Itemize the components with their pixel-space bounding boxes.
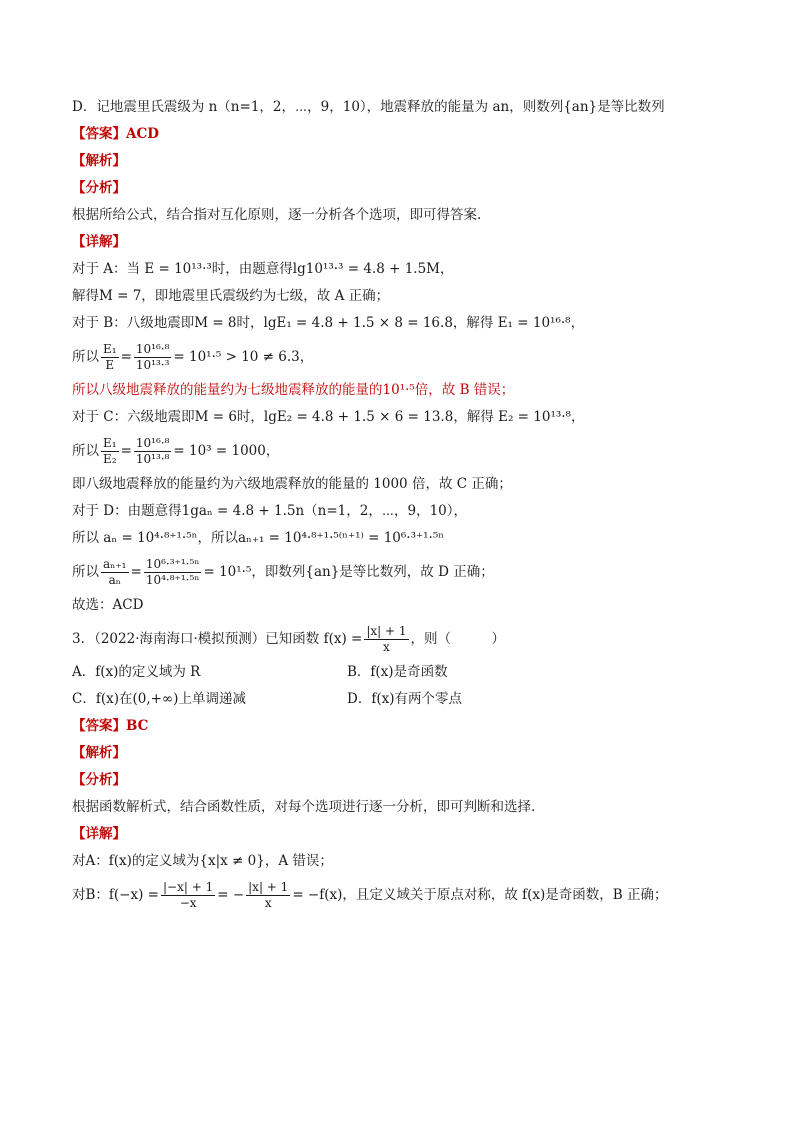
detail-b-3: 所以八级地震释放的能量约为七级地震释放的能量的10¹·⁵倍，故 B 错误； bbox=[72, 382, 515, 398]
question-3-stem: 3．（2022·海南海口·模拟预测）已知函数 f(x) = $\frac{|x| + 1}{x}$ ，则（ ） bbox=[72, 623, 505, 654]
answer-tag: 【答案】ACD bbox=[72, 126, 159, 142]
detail-b-1: 对于 B：八级地震即M = 8时，lgE₁ = 4.8 + 1.5 × 8 = 16.8，解得 E₁ = 10¹⁶·⁸， bbox=[72, 315, 585, 331]
option-a: A．f(x)的定义域为 R bbox=[72, 664, 201, 680]
analysis-tag-2: 【解析】 bbox=[72, 745, 126, 761]
fraction: $\frac{\text{E₁}}{E}$ bbox=[103, 341, 117, 372]
fraction: $\frac{\text{10¹⁶·⁸}}{\text{10¹³·⁸}}$ bbox=[135, 435, 170, 466]
fraction: $\frac{|-x| + 1}{-x}$ bbox=[162, 879, 214, 910]
detail-a-1: 对于 A：当 E = 10¹³·³时，由题意得lg10¹³·³ = 4.8 + 1.5M， bbox=[72, 261, 454, 277]
detail-e-2: 对B：f(−x) = $\frac{|-x| + 1}{-x}$ = − $\frac{|x| + 1}{x}$ = −f(x)，且定义域关于原点对称，故 f(x)是奇函数，B 正确； bbox=[72, 879, 668, 910]
detail-c-1: 对于 C：六级地震即M = 6时，lgE₂ = 4.8 + 1.5 × 6 = 13.8，解得 E₂ = 10¹³·⁸， bbox=[72, 409, 585, 425]
fraction: $\frac{|x| + 1}{x}$ bbox=[248, 879, 289, 910]
document-content bbox=[72, 94, 732, 915]
fenxi-text-2: 根据函数解析式，结合函数性质，对每个选项进行逐一分析，即可判断和选择. bbox=[72, 799, 536, 815]
detail-e-1: 对A：f(x)的定义域为{x|x ≠ 0}，A 错误； bbox=[72, 853, 333, 869]
detail-b-2: 所以 $\frac{\text{E₁}}{E}$ = $\frac{\text{10¹⁶·⁸}}{\text{10¹³·³}}$ = 10¹·⁵ > 10 ≠ 6.3， bbox=[72, 341, 314, 372]
option-d: D．f(x)有两个零点 bbox=[347, 691, 462, 707]
detail-a-2: 解得M = 7，即地震里氏震级约为七级，故 A 正确； bbox=[72, 288, 390, 304]
answer-tag-2: 【答案】BC bbox=[72, 718, 149, 734]
detail-tag: 【详解】 bbox=[72, 234, 126, 250]
fraction: $\frac{\text{E₁}}{\text{E₂}}$ bbox=[103, 435, 117, 466]
fenxi-text: 根据所给公式，结合指对互化原则，逐一分析各个选项，即可得答案. bbox=[72, 207, 482, 223]
detail-tag-2: 【详解】 bbox=[72, 826, 126, 842]
option-b: B．f(x)是奇函数 bbox=[347, 664, 448, 680]
detail-d-1: 对于 D：由题意得1gaₙ = 4.8 + 1.5n（n=1，2，⋯，9，10）， bbox=[72, 503, 468, 519]
fenxi-tag: 【分析】 bbox=[72, 180, 126, 196]
question-3-options-cd bbox=[72, 686, 732, 713]
fraction: $\frac{\text{aₙ₊₁}}{\text{aₙ}}$ bbox=[103, 556, 127, 587]
fenxi-tag-2: 【分析】 bbox=[72, 772, 126, 788]
fraction: $\frac{|x| + 1}{x}$ bbox=[366, 623, 407, 654]
option-c: C．f(x)在(0,+∞)上单调递减 bbox=[72, 691, 246, 707]
detail-c-3: 即八级地震释放的能量约为六级地震释放的能量的 1000 倍，故 C 正确； bbox=[72, 476, 512, 492]
fraction: $\frac{\text{10⁶·³⁺¹·⁵ⁿ}}{\text{10⁴·⁸⁺¹·⁵ⁿ}}$ bbox=[145, 556, 200, 587]
detail-d-3: 所以 $\frac{\text{aₙ₊₁}}{\text{aₙ}}$ = $\frac{\text{10⁶·³⁺¹·⁵ⁿ}}{\text{10⁴·⁸⁺¹·⁵ⁿ}}$ = 10¹·⁵，即数列{an}是等比数列，故 D 正确； bbox=[72, 556, 494, 587]
question-3-options-ab bbox=[72, 659, 732, 686]
detail-c-2: 所以 $\frac{\text{E₁}}{\text{E₂}}$ = $\frac{\text{10¹⁶·⁸}}{\text{10¹³·⁸}}$ = 10³ = 1000， bbox=[72, 435, 280, 466]
selection-1: 故选：ACD bbox=[72, 597, 144, 613]
fraction: $\frac{\text{10¹⁶·⁸}}{\text{10¹³·³}}$ bbox=[135, 341, 170, 372]
detail-d-2: 所以 aₙ = 10⁴·⁸⁺¹·⁵ⁿ，所以aₙ₊₁ = 10⁴·⁸⁺¹·⁵⁽ⁿ⁺¹⁾ = 10⁶·³⁺¹·⁵ⁿ bbox=[72, 530, 445, 546]
option-d-text: D．记地震里氏震级为 n（n=1，2，⋯，9，10），地震释放的能量为 an，则数列{an}是等比数列 bbox=[72, 99, 665, 115]
analysis-tag: 【解析】 bbox=[72, 153, 126, 169]
